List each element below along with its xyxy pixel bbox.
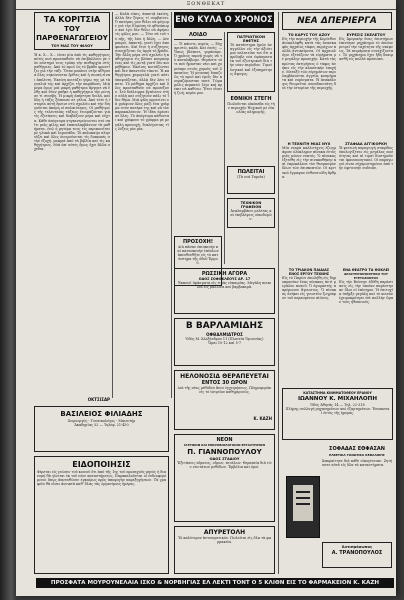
patriotic-ad-title: ΠΑΤΡΙΩΤΙΚΟΝ ΕΦΕΤΗΣ [237,35,265,43]
feature-signature: ΟΚΤΣΙΣΑΡ [87,397,110,402]
tonic-seller-box [322,542,392,568]
russian-market-body: Ἐκποιεῖ ὑφάσματα εἰς τιμὰς εὐκαιρίας. Μεγάλη ποικιλία εἰς μάλλινα καὶ βαμβακερά. [177,281,272,290]
news-body-d: Ἡ φετεινὴ παραγωγὴ σταφίδος ὑπολογίζεται εἰς μεγάλας ποσότητας καὶ αἱ τιμαὶ διατηροῦνται ἱκανοποιητικαί. Οἱ παραγωγοὶ εἶναι εὐχαριστημένοι ἀπὸ τὴν ἐφετεινὴν σοδειάν. [339,146,393,171]
news-head-e: ΤΟ ΤΡΙΑΚΟΝ ΠΑΙΔΙΑΣ [288,268,330,272]
laboratory-ad [174,434,275,522]
right-column-e [282,268,336,386]
right-column-a [282,33,336,137]
section-title: ΛΟΙΔΟ [174,32,222,40]
doctor-ad [34,406,169,452]
shop-ad-body: Πλήρης συλλογὴ μηχανημάτων καὶ ἐξαρτημάτων. Ἐπισκευαὶ ἐντὸς τῆς ἡμέρας. [285,407,390,416]
tonic-ad-text [322,446,392,519]
feature-subtitle: ΤΟΥ ΜΑΣ ΤΟΥ ΦΙΛΟΥ [51,44,93,48]
shop-ad-name: ΙΩΑΝΝΟΥ Κ. ΜΙΧΑΗΛΟΠΗ [297,396,378,402]
antipyretic-body: Τὸ καλύτερον ἀντιπυρετικόν. Πωλεῖται εἰς ὅλα τὰ φαρμακεῖα. [177,536,272,545]
column-1 [34,12,110,402]
news-head-a: ΤΟ ΚΑΡΥΣ ΤΟΥ ΑΖΟΥ [288,33,330,37]
patriotic-ad [227,32,275,92]
notice-ad [34,456,169,574]
housing-ad-title: ΕΘΝΙΚΗ ΣΤΕΓΗ [230,96,272,102]
news-head-d: ΣΤΑΦΙΔΑ ΑΓΓΙΚΟΡΚΗ [345,142,387,146]
column-rule [112,12,113,398]
tonic-seller: Α. ΤΡΑΝΟΠΟΥΛΟΣ [331,550,383,556]
center-banner: ΕΝΘ ΚΥΛΑ Ο ΧΡΟΝΟΣ [174,12,274,28]
patriotic-ad-body: Τὸ κατάστημα ἡμῶν ἀναγγέλλει εἰς τὴν ἀξιότιμον πελατείαν του ὅτι παρέλαβε νέα ὑφάσματα ἐκ τοῦ ἐξωτερικοῦ διὰ τὴν νέαν περίοδον. Τιμαὶ λογικαὶ καὶ ἐξυπηρέτησις ἄψογος. [230,43,272,76]
ophthalmologist-surname: ΒΑΡΛΑΜΙΔΗΣ [195,321,264,331]
news-head-e2: ΕΝΟΣ ΕΡΓΟΥ ΤΕΧΝΗΣ [288,272,330,276]
news-head-f: ΕΝΑ ΘΕΑΤΡΟ ΤΑ ΘΟΚΛΕΙ [342,268,390,272]
doctor-role: Χειρουργὸς - Γυναικολόγος - Μαιευτήρ [67,419,136,423]
technical-office-ad [227,198,275,228]
running-head: ΞΟΝΘΕΚΑΤ [16,0,396,10]
laboratory-body: Ἐξετάσεις αἵματος, οὔρων, πτυέλων. Θεραπεία διὰ τῶν νεωτάτων μεθόδων. Ἐμβόλια καὶ ὀροί. [177,461,272,470]
feature-title-box [34,12,110,50]
for-sale-title: ΠΩΛΕΙΤΑΙ [237,169,265,175]
russian-market-title: ΡΩΣΣΙΚΗ ΑΓΟΡΑ [201,271,248,277]
tonic-bottle-image [286,476,320,538]
attention-ad-body: Διὰ πᾶσαν ἐπισκευὴν καὶ κατασκευὴν ἐπίπλων ἀπευθυνθῆτε εἰς τὸ κατάστημα τῆς ὁδοῦ Ἑρμοῦ. [177,245,219,266]
column-2 [115,12,169,392]
laboratory-name: Π. ΓΙΑΝΝΟΠΟΥΛΟΥ [187,448,262,456]
tonic-title: ΣΟΦΑΔΑΣ ΕΘΦΑΣΑΝ [329,446,385,452]
column-rule [278,12,279,574]
bottom-banner: ΠΡΟΣΦΑΤΑ ΜΟΥΡΟΥΝΕΛΑΙΑ ΙΣΚΟ & ΝΟΡΒΗΓΙΑΣ ΕΛ ΛΕΚΤΙ ΤΟΝΤ Ο 5 ΚΛΙΘΝ ΕΙΣ ΤΟ ΦΑΡΜΑΚΕΙΟΝ Κ. ΚΑΖΗ [36,578,394,588]
antipyretic-ad [174,526,275,574]
ophthalmologist-role: ΟΦΘΑΛΜΙΑΤΡΟΣ [206,332,243,337]
feature-title-line1: ΤΑ ΚΟΡΙΤΣΙΑ [43,15,101,24]
technical-office-body: Ἀναλαμβάνει μελέτας καὶ ἐπιβλέψεις οἰκοδομῶν. [230,209,272,222]
column-rule [171,12,172,398]
newspaper-page [16,0,396,596]
hemorrhoid-ad [174,370,275,430]
notice-title: ΕΙΔΟΠΟΙΗΣΙΣ [72,460,131,469]
news-head-c: Η ΤΕΧΝΙΤΗ ΜΙΑΣ ΝΥΧ [287,142,331,146]
right-column-d [339,142,393,266]
column-3 [174,32,222,286]
ophthalmologist-ad [174,318,275,366]
news-body-b: Εἰς Ἀμερικὴν ἕνας ἐπιστήμων ἐπενόησε μηχάνημα τὸ ὁποῖον μετρεῖ τὴν ταχύτητα τῆς σκέψεως. Τὰ πειράματα συνεχίζονται. Τὸ μηχάνημα ἔχει ἤδη δοκιμασθῆ εἰς πολλὰ πρόσωπα. [339,37,393,62]
russian-market-ad [174,268,275,314]
news-banner: ΝΕΑ ΔΠΕΡΙΕΡΓΑ [297,16,377,26]
shop-ad [282,388,393,440]
tonic-seller-sub: Ἀντιπρόσωπος [341,545,373,549]
column-2-body: — Καλὰ εἶπες, ἀπαντᾷ ἐκείνη, ἀλλὰ δὲν ξέρεις τί συμβαίνει. Ὁ πατέρας μου θέλει νὰ φύγωμε γιὰ τὴν Εὐρώπη τὸ φθινόπωρο καὶ ἐγὼ δὲν θέλω νὰ ἀφήσω τὶς φίλες μου. — Τότε νὰ τοῦ τὸ πῇς, τῆς λέει ἡ ἄλλη. — Δὲν μπορῶ, ἀπαντᾷ, γιατὶ ἔχει ἀποφασίσει. Καὶ ἔτσι ἡ συζήτησις συνεχίζεται ὣς ἀργὰ τὸ βράδυ. Τὴν ἄλλη μέρα στὸ σχολεῖο ἡ καθηγήτρια τὶς βλέπει κουρασμένες καὶ τὶς ρωτᾷ γιατὶ δὲν κοιμήθηκαν. Ἐκεῖνες κοιτάζονται καὶ δὲν ἀπαντοῦν τίποτε. Ἡ καθηγήτρια χαμογελᾷ γιατὶ κάτι ὑποψιάζεται, ἀλλὰ δὲν λέει τίποτε. Τὸ μάθημα ἀρχίζει καὶ ὅλες προσπαθοῦν νὰ προσέξουν. Στὸ διάλειμμα βγαίνουν στὴν αὐλὴ καὶ συζητοῦν πάλι τὸ ἴδιο θέμα. Μιὰ φίλη προτείνει νὰ γράψουν ὅλες μαζὶ ἕνα γράμμα στὸν πατέρα της καὶ νὰ τὸν παρακαλέσουν. Ἡ ἰδέα ἀρέσει σὲ ὅλες. Τὸ ἀπόγευμα κάθονται καὶ γράφουν τὸ γράμμα μὲ μεγάλη προσοχή, διαλέγοντας τὶς λέξεις μία μία. [115,12,169,131]
notice-body: Φέρεται εἰς γνῶσιν τοῦ κοινοῦ ὅτι ἀπὸ τῆς 1ης τοῦ προσεχοῦς μηνὸς ἡ διανομὴ θὰ γίνεται ἐκ τοῦ νέου καταστήματος. Παρακαλοῦνται οἱ ἐνδιαφερόμενοι ὅπως ἀποταθῶσιν ἐγκαίρως πρὸς ἀποφυγὴν παρεξηγήσεων. Τὰ γραφεῖα θὰ εἶναι ἀνοικτὰ καθ' ὅλας τὰς ἐργασίμους ἡμέρας. [37,470,166,487]
news-body-f: Εἰς τὴν Βιέννην ἐδόθη παράστασις εἰς τὴν ὁποίαν παρέστησαν ὅλοι οἱ ἐπίσημοι. Ἡ ἐπιτυχία ὑπῆρξε μεγάλη καὶ τὸ κοινὸν ἐχειροκρότησε ἐπὶ πολλὴν ὥραν τοὺς ἠθοποιούς. [339,280,393,305]
for-sale-body: (Τὰ νεά Ταμεῖα) [237,175,265,179]
hemorrhoid-title: ΗΕΛΟΝΟΣΙΔ ΘΕΡΑΠΕΥΕΤΑΙ [180,373,269,380]
shop-ad-sub: Ὁδὸς Ἀθηνᾶς 14 — Τηλ. 22-318 [310,403,365,407]
news-body-e: Εἰς τὸ Παρίσι ἐπωλήθη εἰς δημοπρασίαν ἕνας πίνακας ἀντὶ μεγάλου ποσοῦ. Ὁ ἀγοραστὴς παρέμεινεν ἄγνωστος. Ὁ πίνακας ἀνήκει εἰς γνωστὸν ζωγράφον τοῦ περασμένου αἰῶνος. [282,276,336,301]
feature-body: Ἡ κ. Χ... Χ... εἶναι μία ἀπὸ τὶς καθηγήτριες αὐτὲς ποὺ προσπαθοῦν νὰ ἐπιβάλλουν μὲ τὸν αὐστηρό τους τρόπο τὴν πειθαρχία στὶς μαθήτριες. Ἀπὸ τὸ πρωῒ ὣς τὸ βράδυ φροντίζει γιὰ τὴν τάξι. Ὅταν μπαίνει στὴν αἴθουσα ὅλες σηκώνονται ὄρθιες καὶ ἡ σιωπὴ εἶναι ἀπόλυτη. Ἐκείνη κοιτάζει γύρω της μὲ τὰ γυαλιά της καὶ ἀρχίζει τὴν παράδοση. Μιὰ μέρα ὅμως μιὰ μικρὴ μαθήτρια ἄργησε νὰ ἔλθῃ καὶ ὅταν μπῆκε ἡ καθηγήτρια τὴν ρώτησε τί συνέβη. Ἡ μικρὴ ἀπήντησε δειλά, καὶ ὅλη ἡ τάξις ξέσπασε σὲ γέλια. Ἀπὸ τότε ἡ ἱστορία αὐτὴ ἔμεινε στὸ σχολεῖο καὶ τὴν διηγοῦνται ἀκόμη οἱ παλαιότερες. Οἱ μαθήτριες τῆς τελευταίας τάξεως ἑτοιμάζονται γιὰ τὶς ἐξετάσεις καὶ διαβάζουν μέρα καὶ νύχτα. Κάθε ἀπόγευμα συγκεντρώνονται στὸ σπίτι μιᾶς φίλης καὶ ἐπαναλαμβάνουν τὰ μαθήματα, ἐνῷ ἡ μητέρα τους τὶς περιποιεῖται μὲ γλυκὰ καὶ λεμονάδα. Τὸ καλοκαίρι πλησιάζει καὶ ὅλες ὀνειρεύονται τὶς διακοπὲς στὴν ἐξοχή, μακριὰ ἀπὸ τὰ βιβλία καὶ τὶς καθηγήτριες. Μιὰ ἀπ' αὐτὲς ὅμως ἔχει ἄλλα σχέδια. [34,53,110,152]
laboratory-street: ΟΔΟΣ ΣΤΑΔΙΟΥ [209,457,240,461]
antipyretic-title: ΑΠΥΡΕΤΟΛΗ [203,529,246,536]
news-body-a: Εἰς τὴν περιοχὴν τῆς Κορίνθου ἀνεκαλύφθη κατὰ τὰς ἀνασκαφὰς ἀρχαῖος τάφος περιέχων πολλὰ ἀντικείμενα. Οἱ ἀρχαιολόγοι ἐξετάζουν τὰ εὑρήματα μὲ μεγάλην προσοχήν. Κατὰ τὰς πρώτας ἐκτιμήσεις ὁ τάφος ἀνήκει εἰς τὴν κλασσικὴν ἐποχήν. Μεταξὺ τῶν εὑρημάτων περιλαμβάνονται ἀγγεῖα, κοσμήματα καὶ νομίσματα. Ἡ ἀνακάλυψις θεωρεῖται σπουδαιοτάτη διὰ τὴν ἱστορίαν τῆς περιοχῆς. [282,37,336,91]
shop-ad-title: ΚΑΤΑΣΤΗΜΑ ΚΙΝΗΜΑΤΟΘΕΟΥ ΕΡΑΝΟΥ [303,391,372,395]
laboratory-sub: ΙΑΤΡΙΚΟΝ ΚΑΙ ΜΙΚΡΟΒΙΟΛΟΓΙΚΟΝ ΕΡΓΑΣΤΗΡΙΟΝ [184,443,265,447]
attention-ad-title: ΠΡΟΣΟΧΗ! [182,239,214,245]
ophthalmologist-address: Ὁδὸς Μ. Ἀλεξάνδρου 11 (Πλατεῖα Ὁμονοίας) [185,337,264,341]
hemorrhoid-body: Διὰ τῆς νέας μεθόδου ἄνευ ἐγχειρήσεως. Πληροφορίαι εἰς τὸ ἰατρεῖον καθημερινῶς. [177,386,272,395]
news-body-c: Μία νεαρὰ καλλιτέχνις ἐζωγράφισε ὁλόκληρον πίνακα ἐντὸς μιᾶς μόνον νυκτός. Ὁ πίνακας ἐξετέθη εἰς τὴν πινακοθήκην καὶ ἐπροκάλεσε τὸν θαυμασμὸν ὅλων τῶν ἐπισκεπτῶν. Οἱ κριτικοὶ ἔγραψαν ἐνθουσιώδη ἄρθρα. [282,146,336,179]
tonic-ad [282,446,393,574]
tonic-sub: ΕΛΒΕΤΙΚΑ ΤΟΝΩΤΙΚΑ ΚΕΦΑΛΙΚΗΣ [329,453,385,457]
technical-office-title: ΤΕΧΝΙΚΟΝ ΓΡΑΦΕΙΟΝ [240,201,262,209]
column-3-body: — Τί κάνετε, κυρία; — Εὐχαριστῶ, καλά. Καὶ ἐσεῖς; — Ὅπως βλέπετε, γεράσαμε. Ὁ χρόνος περνᾷ χωρὶς νὰ τὸ καταλάβωμε. Θυμᾶστε τότε ποὺ ἤμασταν νέοι καὶ χορεύαμε στοὺς χοροὺς τοῦ Ζαππείου; Ἡ μουσικὴ ἔπαιζε ὣς τὸ πρωῒ καὶ ἐμεῖς δὲν κουραζόμασταν ποτέ. Τώρα μόλις περπατῶ λίγο καὶ πρέπει νὰ καθίσω. Ἔτσι εἶναι ἡ ζωή, κυρία μου. [174,42,222,96]
for-sale-ad [227,166,275,194]
ophthalmologist-initial: Β [185,321,193,331]
tonic-body: Ἀπαραίτητα διὰ κάθε οἰκογένειαν. Ζητήσατε αὐτὰ εἰς ὅλα τὰ καταστήματα. [322,459,392,468]
right-column-b [339,33,393,137]
hemorrhoid-signer: Κ. ΚΑΖΗ [253,416,272,421]
column-rule [224,32,225,264]
russian-market-sub: ΟΔΟΣ ΣΟΦΟΚΛΕΟΥΣ ΑΡ. 17 [198,277,251,281]
feature-title-line2: ΤΟΥ ΠΑΡΘΕΝΑΓΩΓΕΙΟΥ [36,25,108,42]
right-column-f [339,268,393,390]
doctor-name: ΒΑΣΙΛΕΙΟΣ ΦΙΛΙΑΔΗΣ [60,410,143,418]
laboratory-new-label: ΝΕΟΝ [216,437,233,443]
ophthalmologist-name [177,321,272,332]
right-column-c [282,142,336,266]
housing-ad-body: Πωλοῦνται οἰκόπεδα εἰς τὴν περιοχὴν Ψυχικοῦ μὲ εὐκολίας πληρωμῆς. [227,102,275,115]
column-4 [227,32,275,228]
ophthalmologist-hours: Ὧραι 10-12 καὶ 5-7 [207,341,242,346]
hemorrhoid-sub: ΕΝΤΟΣ 30 ΩΡΟΝ [201,380,248,386]
news-head-b: ΕΥΡΕΣΙΣ ΣΚΕΛΕΤΟΥ [346,33,386,37]
doctor-address: Ἀκαδημίας 52 — Τηλέφ. 21-450 [74,423,129,428]
news-banner-box [282,12,392,30]
news-head-f2: ΔΡΑΣΤΗΡΙΟΠΟΙΗΤΙΚΟ ΤΟΥ ΕΞΕΤΑΖΟΝΤΟΣ [344,272,388,280]
book-binding [0,0,16,600]
